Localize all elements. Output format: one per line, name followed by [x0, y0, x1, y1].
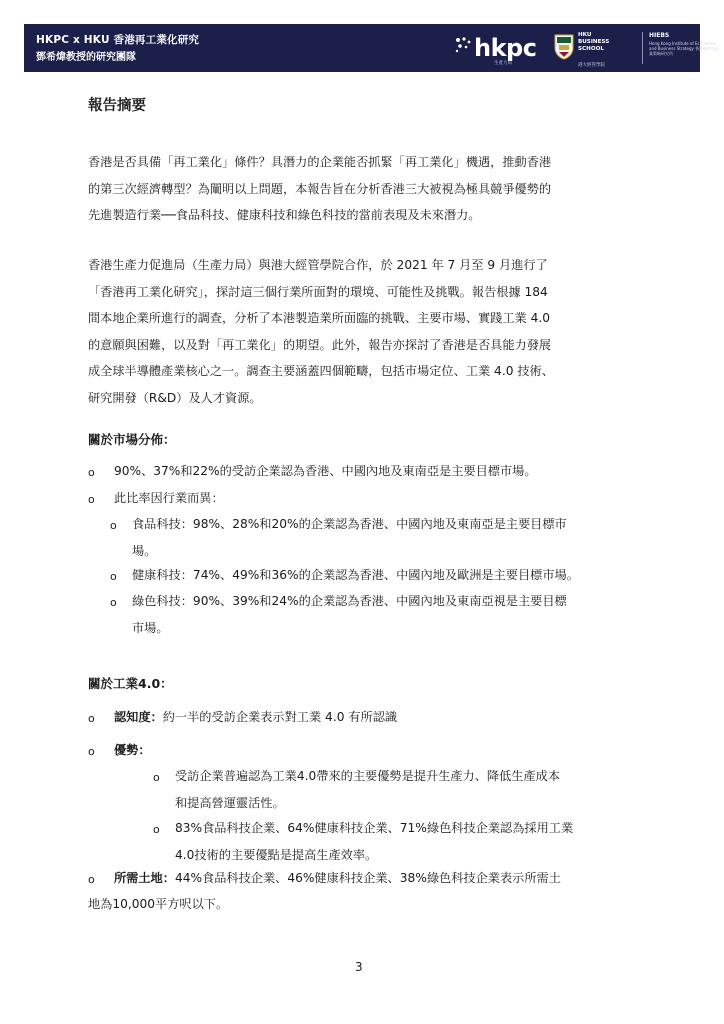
sub-list-line: 83%食品科技企業、64%健康科技企業、71%綠色科技企業認為採用工業: [175, 821, 574, 835]
paragraph-line: 香港生產力促進局（生產力局）與港大經管學院合作，於 2021 年 7 月至 9 月進行了: [88, 258, 548, 272]
page-heading: 報告摘要: [88, 98, 146, 114]
header-banner: [24, 24, 720, 72]
hkpc-logo-text: hkpc: [474, 34, 537, 62]
sub-list-line: 市場。: [132, 620, 169, 635]
paragraph-line: 的第三次經濟轉型？為闡明以上問題，本報告旨在分析香港三大被視為極具競爭優勢的: [88, 181, 552, 196]
paragraph-line: 成全球半導體產業核心之一。調查主要涵蓋四個範疇，包括市場定位、工業 4.0 技術、: [88, 364, 554, 378]
paragraph-line: 先進製造行業──食品科技、健康科技和綠色科技的當前表現及未來潛力。: [88, 208, 481, 222]
hku-line: HKU: [578, 32, 592, 38]
list-item-awareness: [114, 704, 397, 731]
sub-list-line: 4.0技術的主要優點是提高生產效率。: [175, 847, 378, 862]
awareness-text: 約一半的受訪企業表示對工業 4.0 有所認識: [162, 710, 398, 724]
hku-chinese-name: 港大經管學院: [578, 63, 605, 68]
sub-bullet-marker: o: [110, 596, 117, 609]
land-text: 44%食品科技企業、46%健康科技企業、38%綠色科技企業表示所需土: [174, 871, 561, 885]
sub-list-line: 和提高營運靈活性。: [175, 795, 285, 810]
header-divider: [642, 32, 643, 64]
section-title-industry40: 關於工業4.0：: [88, 676, 173, 691]
list-item-advantages: 優勢：: [114, 743, 151, 757]
land-label: 所需土地：: [114, 871, 175, 885]
bullet-marker: o: [88, 712, 95, 725]
study-paragraph: [88, 252, 640, 411]
banner-title: HKPC x HKU 香港再工業化研究: [36, 34, 200, 46]
list-item-land: [114, 865, 561, 892]
sub-list-item: [132, 511, 642, 564]
awareness-label: 認知度：: [114, 710, 163, 724]
sub-bullet-marker: o: [153, 771, 160, 784]
sub-list-line: 受訪企業普遍認為工業4.0帶來的主要優勢是提升生產力、降低生產成本: [175, 769, 561, 783]
sub-list-item: [132, 562, 642, 589]
bullet-marker: o: [88, 745, 95, 758]
sub-list-item: [175, 763, 641, 816]
hkpc-dots-icon: [454, 36, 472, 54]
hku-business-school-label: [578, 32, 609, 53]
list-item: 此比率因行業而異：: [114, 491, 224, 505]
sub-list-line: 食品科技：98%、28%和20%的企業認為香港、中國內地及東南亞是主要目標市: [132, 517, 567, 531]
paragraph-line: 間本地企業所進行的調查，分析了本港製造業所面臨的挑戰、主要市場、實踐工業 4.0: [88, 311, 551, 325]
sub-bullet-marker: o: [110, 519, 117, 532]
paragraph-line: 「香港再工業化研究」，探討這三個行業所面對的環境、可能性及挑戰。報告根據 184: [88, 284, 548, 299]
bullet-marker: o: [88, 873, 95, 886]
bullet-marker: o: [88, 466, 95, 479]
intro-paragraph: [88, 149, 640, 229]
paragraph-line: 香港是否具備「再工業化」條件？具潛力的企業能否抓緊「再工業化」機遇，推動香港: [88, 155, 552, 169]
paragraph-line: 的意願與困難，以及對「再工業化」的期望。此外，報告亦探討了香港是否具能力發展: [88, 337, 552, 352]
banner-subtitle: 鄧希煒教授的研究團隊: [36, 52, 136, 63]
sub-list-item: [175, 815, 641, 868]
sub-bullet-marker: o: [153, 823, 160, 836]
sub-list-line: 場。: [132, 543, 157, 558]
sub-bullet-marker: o: [110, 570, 117, 583]
sub-list-line: 綠色科技：90%、39%和24%的企業認為香港、中國內地及東南亞視是主要目標: [132, 594, 567, 608]
hku-crest-icon: [554, 34, 574, 60]
hku-line: BUSINESS: [578, 39, 610, 45]
hku-line: SCHOOL: [578, 46, 604, 52]
bullet-marker: o: [88, 493, 95, 506]
paragraph-line: 研究開發（R&D）及人才資源。: [88, 390, 262, 405]
hiebs-description: Hong Kong Institute of Economics and Business Strategy 香港經濟及商業策略研究所: [649, 41, 720, 56]
sub-list-line: 健康科技：74%、49%和36%的企業認為香港、中國內地及歐洲是主要目標市場。: [132, 568, 579, 582]
section-title-market: 關於市場分佈：: [88, 432, 176, 447]
list-item: 90%、37%和22%的受訪企業認為香港、中國內地及東南亞是主要目標市場。: [114, 464, 537, 478]
hkpc-tagline: 生產力局: [494, 61, 512, 66]
hiebs-title: HIEBS: [649, 32, 670, 39]
sub-list-item: [132, 588, 642, 641]
page-number: 3: [355, 960, 363, 974]
land-text-continued: 地為10,000平方呎以下。: [88, 897, 229, 911]
hkpc-logo: [454, 30, 546, 66]
